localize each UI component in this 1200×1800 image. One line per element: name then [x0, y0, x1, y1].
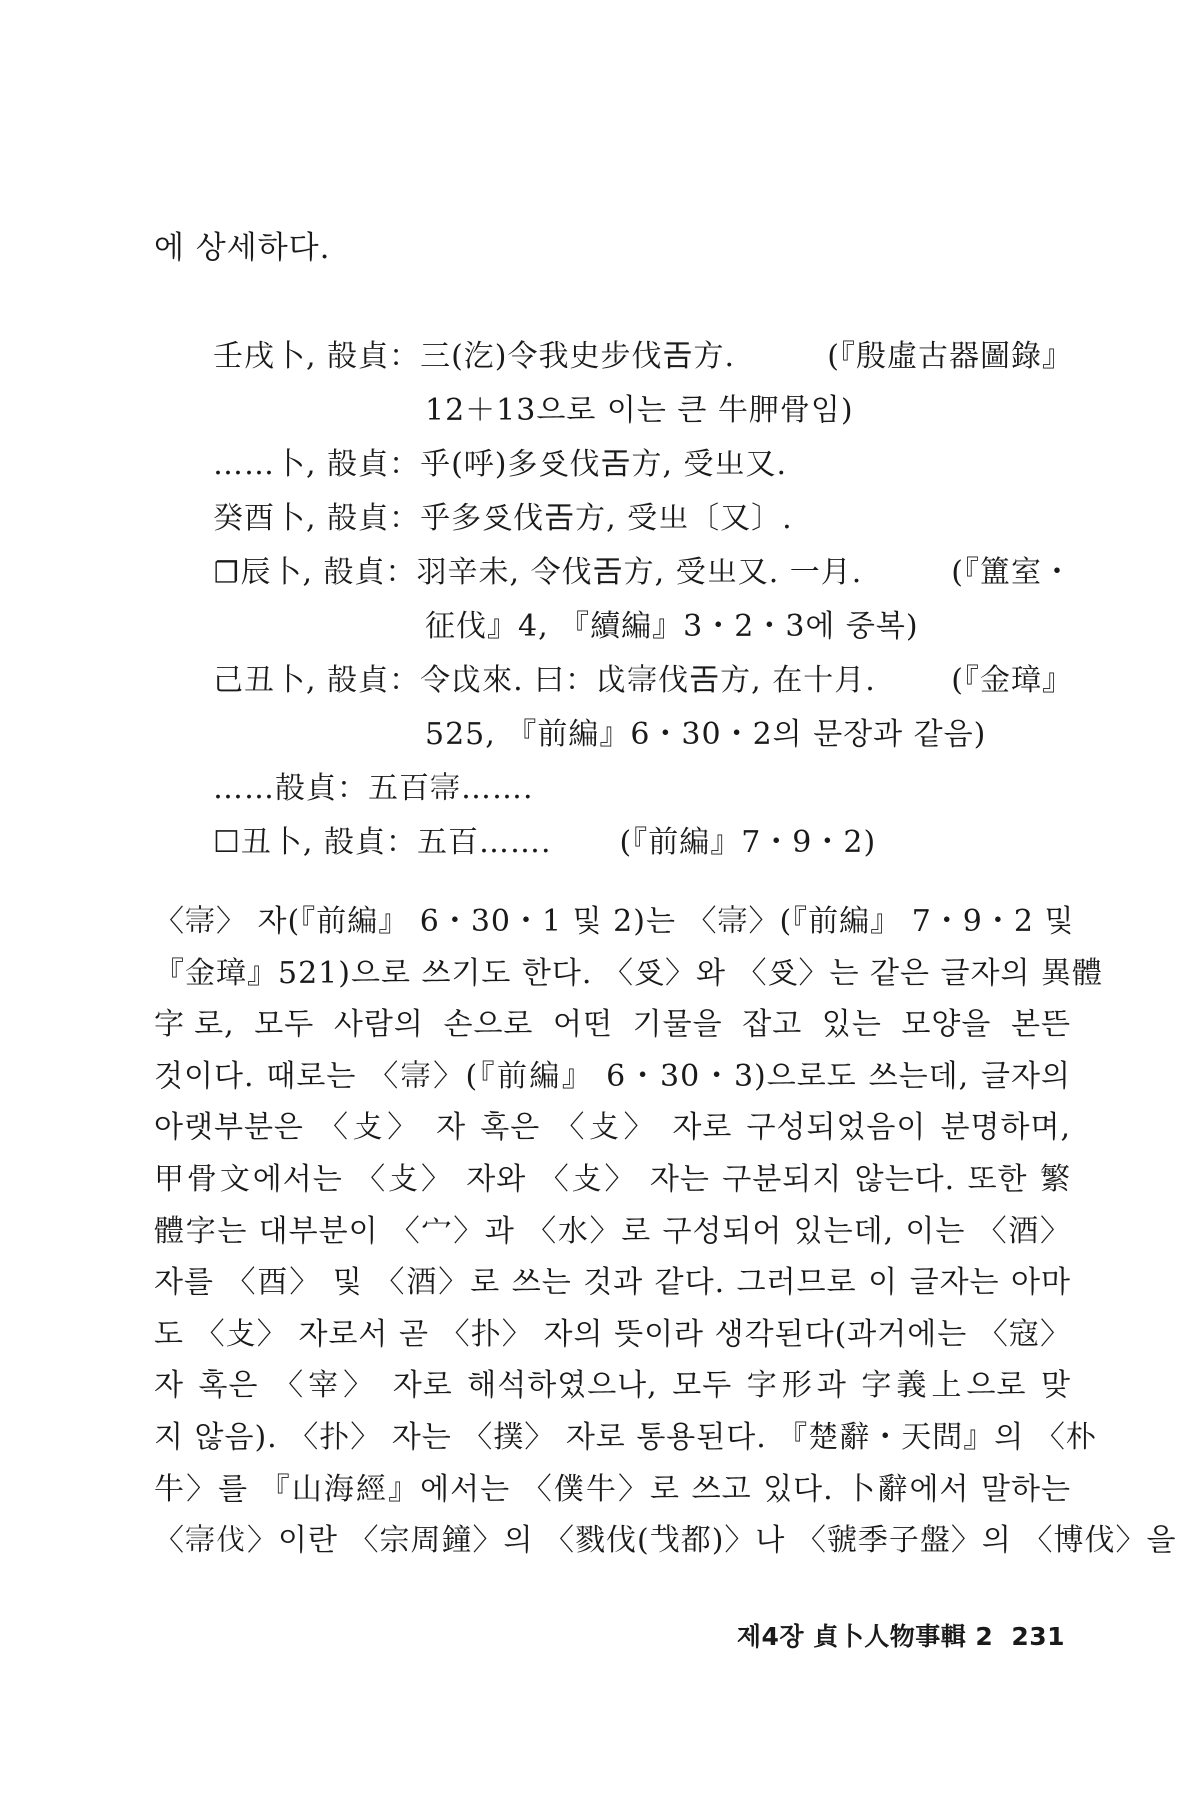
paragraph-line: 자 혹은 〈宰〉 자로 해석하였으나, 모두 字形과 字義上으로 맞	[154, 1368, 1072, 1404]
paragraph-line: 도 〈攴〉 자로서 곧 〈扑〉 자의 뜻이라 생각된다(과거에는 〈寇〉	[154, 1316, 1071, 1352]
quote-line	[213, 438, 1073, 492]
quote-source: (『金璋』	[951, 663, 1073, 698]
quote-line	[213, 546, 1073, 600]
quote-continuation	[213, 600, 1073, 654]
quote-line	[213, 330, 1073, 384]
paragraph-line: 지 않음). 〈扑〉 자는 〈撲〉 자로 통용된다. 『楚辭・天問』의 〈朴	[154, 1419, 1097, 1455]
chapter-title: 제4장 貞卜人物事輯 2	[736, 1622, 994, 1651]
quote-source-continued: 525, 『前編』6・30・2의 문장과 같음)	[425, 717, 987, 752]
paragraph-line: 甲骨文에서는 〈攴〉 자와 〈攴〉 자는 구분되지 않는다. 또한 繁	[154, 1161, 1071, 1197]
running-footer	[737, 1617, 1065, 1653]
quote-continuation	[213, 708, 1073, 762]
quote-line	[213, 492, 1073, 546]
quote-source-continued: 12＋13으로 이는 큰 牛胛骨임)	[425, 393, 854, 428]
quote-text: ☐丑卜, 㱿貞：五百…….	[213, 825, 552, 860]
quote-line	[213, 654, 1073, 708]
paragraph-line: 牛〉를 『山海經』에서는 〈僕牛〉로 쓰고 있다. 卜辭에서 말하는	[154, 1471, 1071, 1507]
quote-source-continued: 征伐』4, 『續編』3・2・3에 중복)	[425, 609, 919, 644]
inscription-quotes	[213, 330, 1073, 870]
quote-continuation	[213, 384, 1073, 438]
paragraph-line: 자를 〈酉〉 및 〈酒〉로 쓰는 것과 같다. 그러므로 이 글자는 아마	[154, 1265, 1071, 1301]
page-number: 231	[1011, 1622, 1065, 1651]
quote-source: (『前編』7・9・2)	[619, 825, 877, 860]
paragraph-line: 것이다. 때로는 〈𡨦〉(『前編』 6・30・3)으로도 쓰는데, 글자의	[154, 1058, 1071, 1094]
paragraph-line: 『金璋』521)으로 쓰기도 한다. 〈𠬪〉와 〈𠬪〉는 같은 글자의 異體	[154, 955, 1103, 991]
paragraph-line: 〈𡨦伐〉이란 〈宗周鐘〉의 〈戮伐(𢦏都)〉나 〈虢季子盤〉의 〈博伐〉을	[154, 1523, 1177, 1559]
quote-line	[213, 816, 1073, 870]
quote-source: (『殷虛古器圖錄』	[827, 339, 1073, 374]
paragraph-line: 字로, 모두 사람의 손으로 어떤 기물을 잡고 있는 모양을 본뜬	[154, 1007, 1071, 1043]
quote-text: ……卜, 㱿貞：乎(呼)多𠬪伐𢀛方, 受㞢又.	[213, 447, 788, 482]
quote-text: 壬戌卜, 㱿貞：三(汔)令我史步伐𢀛方.	[213, 339, 736, 374]
quote-text: 癸酉卜, 㱿貞：乎多𠬪伐𢀛方, 受㞢〔又〕.	[213, 501, 793, 536]
paragraph-line: 體字는 대부분이 〈宀〉과 〈水〉로 구성되어 있는데, 이는 〈酒〉	[154, 1213, 1071, 1249]
quote-text: ☐辰卜, 㱿貞：羽辛未, 令伐𢀛方, 受㞢又. 一月.	[213, 555, 863, 590]
quote-text: ……㱿貞：五百𡨦…….	[213, 771, 534, 806]
quote-text: 己丑卜, 㱿貞：令戉來. 曰：戉𡨦伐𢀛方, 在十月.	[213, 663, 876, 698]
quote-line	[213, 762, 1073, 816]
body-paragraph	[154, 896, 1177, 1567]
paragraph-line: 아랫부분은 〈攴〉 자 혹은 〈攴〉 자로 구성되었음이 분명하며,	[154, 1110, 1071, 1146]
intro-line: 에 상세하다.	[154, 230, 331, 266]
quote-source: (『簠室・	[951, 555, 1073, 590]
paragraph-line: 〈𡨦〉 자(『前編』 6・30・1 및 2)는 〈𡨦〉(『前編』 7・9・2 및	[154, 904, 1075, 939]
